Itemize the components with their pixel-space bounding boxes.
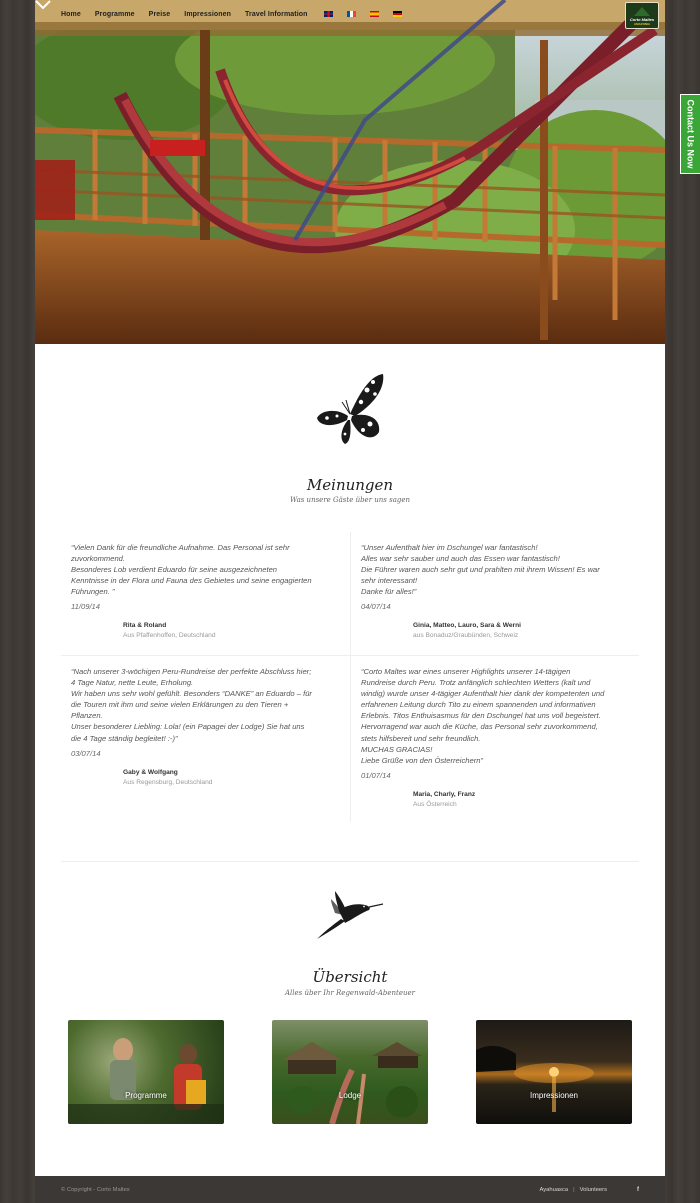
card-programme-label: Programme [125,1090,167,1100]
card-lodge[interactable] [272,1020,428,1124]
testimonial-date: 01/07/14 [361,770,391,780]
facebook-icon[interactable]: f [637,1186,639,1193]
contact-us-tab[interactable] [680,94,700,174]
testimonial-author: Ginia, Matteo, Lauro, Sara & Werni [413,622,521,630]
uebersicht-subtitle: Alles über Ihr Regenwald-Abenteuer [285,989,415,997]
copyright-text: © Copyright - Corto Maltes [61,1186,130,1193]
uebersicht-title: Übersicht [312,968,388,986]
programme-photo [68,1020,224,1124]
testimonial-quote: “Vielen Dank für die freundliche Aufnahme. Das Personal ist sehr zuvorkommend. Besonderes Lob verdient Eduardo für seine ausgezeichneten Kenntnisse in der Flora und Fauna des Gebietes und seine engagierten Führungen. ” [71,543,312,597]
logo-text-line2: AMAZONIA [633,22,651,26]
footer-links [540,1187,640,1193]
meinungen-subtitle: Was unsere Gäste über uns sagen [289,496,410,504]
hummingbird-icon [315,885,385,941]
spain-flag-icon[interactable] [370,11,379,17]
testimonial-quote: “Unser Aufenthalt hier im Dschungel war fantastisch! Alles war sehr sauber und auch das Essen war fantastisch! Die Führer waren auch sehr gut und prahlten mit ihrem Wissen! Es war sehr interessant! Danke für alles!” [361,543,600,597]
overview-cards [68,1020,632,1124]
card-impressionen-label: Impressionen [529,1090,579,1100]
nav-programme[interactable]: Programme [94,10,135,18]
butterfly-icon [315,372,385,450]
column-divider [350,532,351,822]
testimonial-3 [71,666,341,786]
testimonial-date: 03/07/14 [71,748,101,758]
testimonial-author: Gaby & Wolfgang [123,768,178,776]
testimonial-1 [71,542,341,639]
nav-travel-information[interactable]: Travel Information [245,10,308,18]
hero-hammock-scene [35,0,665,344]
hero-image [35,0,665,344]
footer-link-volunteers[interactable]: Volunteers [579,1186,607,1193]
page-container [35,0,665,1203]
testimonial-date: 11/09/14 [71,602,100,612]
testimonial-origin: aus Bonaduz/Graubünden, Schweiz [413,632,519,640]
testimonial-origin: Aus Regensburg, Deutschland [123,778,213,786]
uk-flag-icon[interactable] [324,11,333,17]
card-lodge-label: Lodge [338,1090,362,1100]
footer [35,1176,665,1203]
meinungen-title: Meinungen [306,476,394,494]
language-switcher [324,11,416,17]
contact-us-label: Contact Us Now [685,99,696,169]
card-impressionen[interactable] [476,1020,632,1124]
nav-preise[interactable]: Preise [148,10,171,18]
testimonial-origin: Aus Pfaffenhoffen, Deutschland [123,632,216,640]
testimonial-quote: “Nach unserer 3-wöchigen Peru-Rundreise der perfekte Abschluss hier; 4 Tage Natur, nette Leute, Erholung. Wir haben uns sehr wohl gefühlt. Besonders “DANKE” an Eduardo – für die Touren mit ihm und seine vielen Erklärungen zu den Tieren + Pflanzen. Unser besonderer Liebling: Lola! (ein Papagei der Lodge) Sie hat uns die 4 Tage ständig begleitet! :-)” [71,667,312,743]
testimonial-author: Maria, Charly, Franz [413,790,476,798]
lodge-photo [272,1020,428,1124]
card-programme[interactable] [68,1020,224,1124]
nav-impressionen[interactable]: Impressionen [184,10,232,18]
germany-flag-icon[interactable] [393,11,402,17]
row-divider [61,655,639,656]
testimonial-author: Rita & Roland [123,622,167,630]
main-navigation [35,0,665,28]
testimonial-date: 04/07/14 [361,602,391,612]
testimonial-4 [361,666,631,808]
footer-separator: | [573,1186,575,1193]
section-divider [61,861,639,862]
logo-text-line1: Corto Maltes [629,17,655,22]
footer-link-ayahuasca[interactable]: Ayahuasca [539,1186,569,1193]
nav-home[interactable]: Home [61,10,81,18]
testimonial-origin: Aus Österreich [413,800,457,808]
testimonial-2 [361,542,631,639]
testimonials-grid [61,532,639,822]
france-flag-icon[interactable] [347,11,356,17]
testimonial-quote: “Corto Maltes war eines unserer Highlights unserer 14-tägigen Rundreise durch Peru. Trotz anfänglich schlechten Wetters (kalt und windig) wurde unser 4-tägiger Aufenthalt hier dank der kompetenten und erfahrenen Leitung durch Tito zu einem spannenden und informativen Erlebnis. Titos Enthuisasmus für den Dschungel hat uns voll begeistert. Hervorragend war auch die Küche, das Personal sehr zuvorkommend, stets hilfsbereit und sehr freundlich. MUCHAS GRACIAS! Liebe Grüße von den Österreichern” [361,667,605,765]
sunset-river-photo [476,1020,632,1124]
